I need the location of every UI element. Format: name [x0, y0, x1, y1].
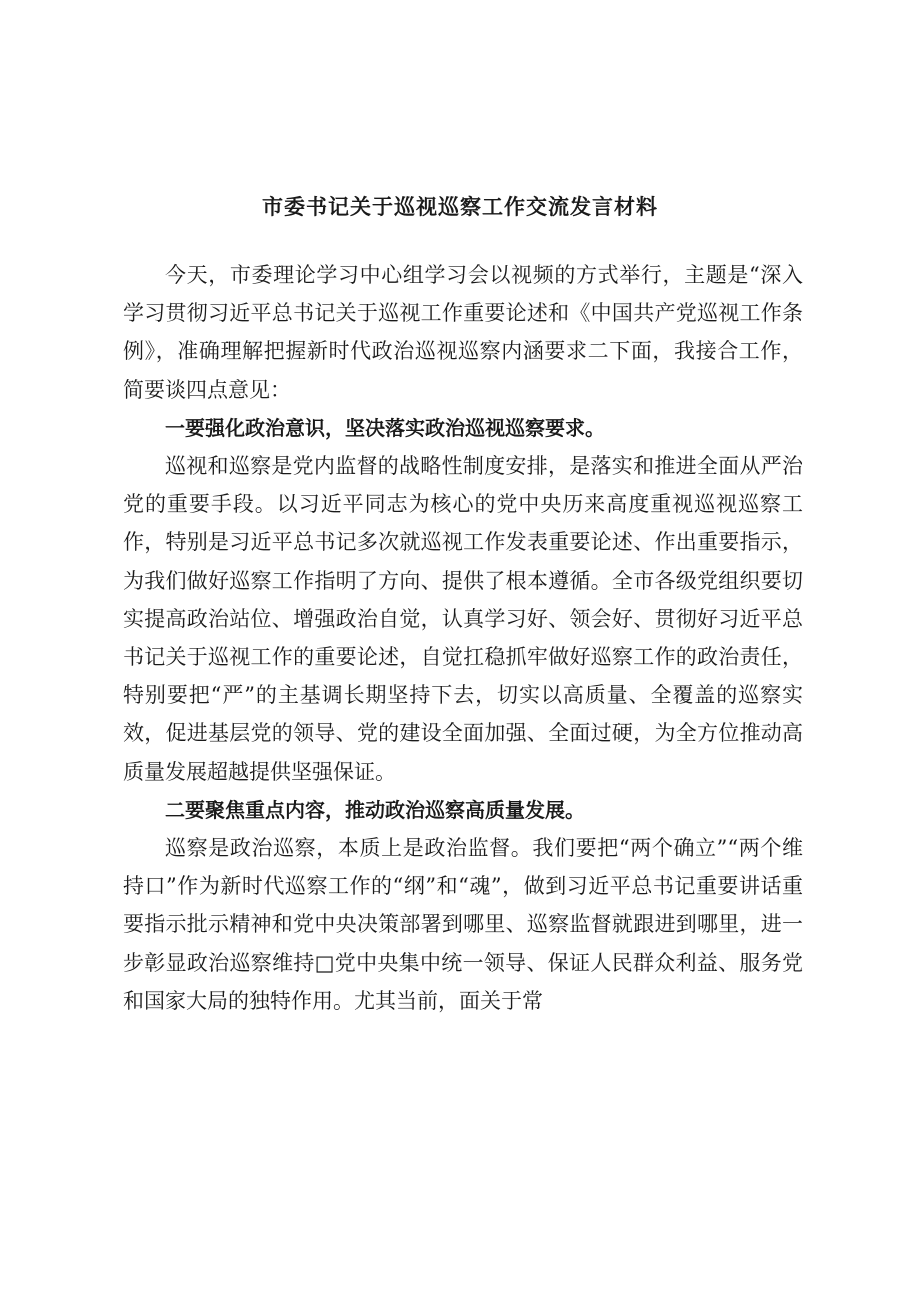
- section-heading-1: 一要强化政治意识，坚决落实政治巡视巡察要求。: [165, 415, 605, 440]
- section-2-paragraph: 巡察是政治巡察，本质上是政治监督。我们要把“两个确立”“两个维持口”作为新时代巡察工作的“纲”和“魂”，做到习近平总书记重要讲话重要指示批示精神和党中央决策部署到哪里、巡察监督就跟进到哪里，进一步彰显政治巡察维持□党中央集中统一领导、保证人民群众利益、服务党和国家大局的独特作用。尤其当前，面关于常: [123, 836, 803, 1013]
- section-1-paragraph: 巡视和巡察是党内监督的战略性制度安排，是落实和推进全面从严治党的重要手段。以习近平同志为核心的党中央历来高度重视巡视巡察工作，特别是习近平总书记多次就巡视工作发表重要论述、作出重要指示，为我们做好巡察工作指明了方向、提供了根本遵循。全市各级党组织要切实提高政治站位、增强政治自觉，认真学习好、领会好、贯彻好习近平总书记关于巡视工作的重要论述，自觉扛稳抓牢做好巡察工作的政治责任，特别要把“严”的主基调长期坚持下去，切实以高质量、全覆盖的巡察实效，促进基层党的领导、党的建设全面加强、全面过硬，为全方位推动高质量发展超越提供坚强保证。: [123, 454, 803, 784]
- document-title: 市委书记关于巡视巡察工作交流发言材料: [262, 195, 658, 219]
- intro-paragraph: 今天，市委理论学习中心组学习会以视频的方式举行，主题是“深入学习贯彻习近平总书记关于巡视工作重要论述和《中国共产党巡视工作条例》，准确理解把握新时代政治巡视巡察内涵要求二下面，我接合工作，简要谈四点意见：: [123, 263, 803, 402]
- section-heading-2: 二要聚焦重点内容，推动政治巡察高质量发展。: [165, 797, 585, 822]
- document-body: [123, 256, 803, 1020]
